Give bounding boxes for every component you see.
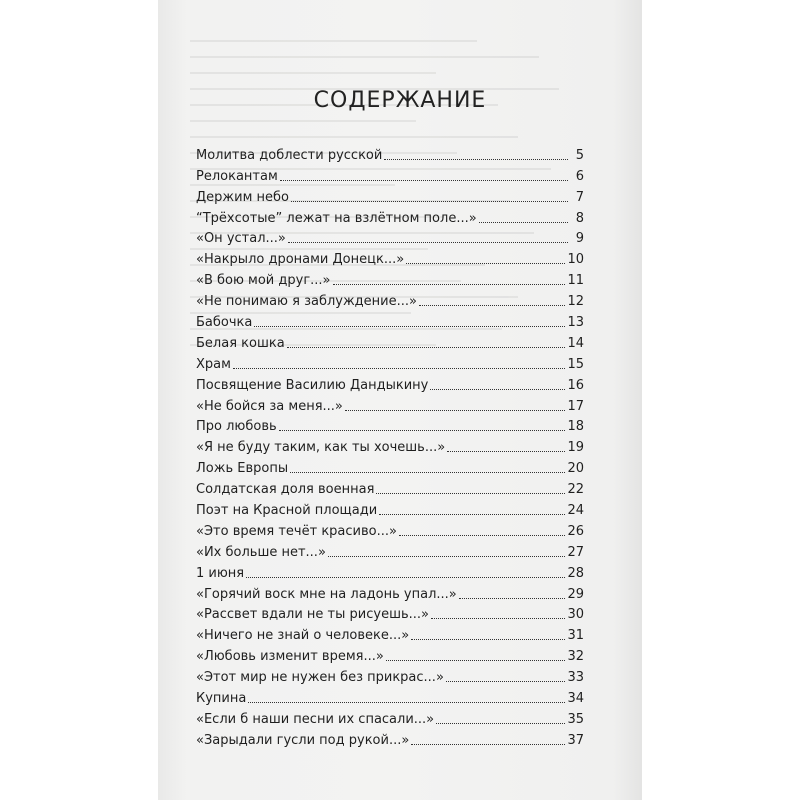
toc-entry-title: Бабочка [196, 315, 253, 331]
toc-leader-dots [288, 241, 568, 243]
toc-page-number: 8 [575, 210, 584, 226]
toc-leader-dots [254, 325, 565, 327]
toc-entry[interactable] [196, 602, 584, 623]
toc-entry[interactable] [196, 288, 584, 309]
toc-leader-dots [280, 179, 568, 181]
toc-page-number: 13 [567, 315, 584, 331]
toc-entry-title: Ложь Европы [196, 461, 289, 477]
toc-entry[interactable] [196, 142, 584, 163]
toc-entry-title: «Не понимаю я заблуждение...» [196, 294, 417, 310]
toc-entry-title: «Если б наши песни их спасали...» [196, 711, 435, 727]
toc-leader-dots [446, 680, 566, 682]
toc-entry[interactable] [196, 622, 584, 643]
toc-entry[interactable] [196, 581, 584, 602]
toc-leader-dots [246, 576, 565, 578]
toc-entry[interactable] [196, 497, 584, 518]
toc-entry[interactable] [196, 518, 584, 539]
toc-entry[interactable] [196, 226, 584, 247]
toc-leader-dots [333, 283, 566, 285]
toc-entry[interactable] [196, 706, 584, 727]
toc-entry[interactable] [196, 476, 584, 497]
toc-page-number: 32 [567, 649, 584, 665]
toc-page-number: 10 [567, 252, 584, 268]
toc-page-number: 5 [575, 147, 584, 163]
toc-entry[interactable] [196, 455, 584, 476]
toc-entry-title: «Он устал...» [196, 231, 286, 247]
toc-entry-title: «Я не буду таким, как ты хочешь...» [196, 440, 446, 456]
toc-entry[interactable] [196, 539, 584, 560]
toc-leader-dots [379, 513, 565, 515]
toc-entry-title: «Зарыдали гусли под рукой...» [196, 732, 410, 748]
toc-entry[interactable] [196, 393, 584, 414]
toc-leader-dots [291, 200, 568, 202]
toc-page-number: 11 [567, 273, 584, 289]
toc-entry-title: Купина [196, 691, 247, 707]
toc-entry-title: Держим небо [196, 189, 289, 205]
toc-entry-title: «Рассвет вдали не ты рисуешь...» [196, 607, 429, 623]
toc-leader-dots [279, 429, 566, 431]
toc-page-number: 34 [567, 691, 584, 707]
toc-page-number: 15 [567, 356, 584, 372]
toc-entry[interactable] [196, 414, 584, 435]
toc-page-number: 26 [567, 523, 584, 539]
toc-entry[interactable] [196, 664, 584, 685]
toc-page-number: 35 [567, 711, 584, 727]
toc-leader-dots [430, 388, 565, 390]
toc-entry-title: “Трёхсотые” лежат на взлётном поле...» [196, 210, 477, 226]
toc-entry-title: Молитва доблести русской [196, 147, 383, 163]
toc-entry[interactable] [196, 205, 584, 226]
toc-leader-dots [248, 701, 565, 703]
toc-leader-dots [479, 221, 568, 223]
toc-page-number: 18 [567, 419, 584, 435]
toc-leader-dots [399, 534, 566, 536]
toc-entry[interactable] [196, 434, 584, 455]
toc-page-number: 16 [567, 377, 584, 393]
toc-entry-title: Поэт на Красной площади [196, 503, 378, 519]
toc-page-number: 12 [567, 294, 584, 310]
toc-entry[interactable] [196, 727, 584, 748]
toc-page-number: 19 [567, 440, 584, 456]
toc-entry[interactable] [196, 643, 584, 664]
toc-leader-dots [287, 346, 566, 348]
toc-leader-dots [459, 597, 566, 599]
toc-entry-title: «В бою мой друг...» [196, 273, 331, 289]
toc-leader-dots [328, 555, 566, 557]
toc-entry[interactable] [196, 246, 584, 267]
toc-entry-title: Релокантам [196, 168, 278, 184]
toc-leader-dots [411, 743, 565, 745]
toc-page-number: 9 [575, 231, 584, 247]
toc-entry-title: Белая кошка [196, 335, 285, 351]
toc-entry[interactable] [196, 372, 584, 393]
toc-page-number: 20 [567, 461, 584, 477]
toc-page-number: 22 [567, 482, 584, 498]
toc-page-number: 37 [567, 732, 584, 748]
toc-leader-dots [447, 450, 565, 452]
toc-entry-title: «Их больше нет...» [196, 544, 326, 560]
toc-entry-title: Солдатская доля военная [196, 482, 375, 498]
toc-leader-dots [436, 722, 565, 724]
toc-entry-title: Про любовь [196, 419, 277, 435]
toc-page-number: 24 [567, 503, 584, 519]
toc-entry-title: «Этот мир не нужен без прикрас...» [196, 670, 444, 686]
toc-entry[interactable] [196, 330, 584, 351]
table-of-contents [196, 142, 584, 748]
toc-entry-title: «Не бойся за меня...» [196, 398, 343, 414]
toc-entry[interactable] [196, 685, 584, 706]
toc-entry-title: «Любовь изменит время...» [196, 649, 384, 665]
toc-entry-title: Храм [196, 356, 231, 372]
toc-page-number: 28 [567, 565, 584, 581]
toc-leader-dots [406, 262, 565, 264]
toc-leader-dots [419, 304, 565, 306]
toc-page-number: 17 [567, 398, 584, 414]
toc-page-number: 7 [575, 189, 584, 205]
toc-leader-dots [376, 492, 565, 494]
toc-page-number: 6 [575, 168, 584, 184]
toc-entry-title: Посвящение Василию Дандыкину [196, 377, 429, 393]
toc-leader-dots [233, 367, 566, 369]
toc-entry[interactable] [196, 163, 584, 184]
toc-leader-dots [384, 158, 568, 160]
toc-entry[interactable] [196, 560, 584, 581]
toc-leader-dots [411, 638, 565, 640]
toc-entry-title: «Это время течёт красиво...» [196, 523, 397, 539]
toc-page-number: 29 [567, 586, 584, 602]
toc-entry-title: 1 июня [196, 565, 245, 581]
toc-page-number: 14 [567, 335, 584, 351]
toc-entry-title: «Горячий воск мне на ладонь упал...» [196, 586, 457, 602]
toc-leader-dots [431, 617, 565, 619]
toc-leader-dots [345, 409, 566, 411]
toc-entry[interactable] [196, 184, 584, 205]
toc-entry-title: «Накрыло дронами Донецк...» [196, 252, 405, 268]
toc-page-number: 30 [567, 607, 584, 623]
toc-leader-dots [386, 659, 566, 661]
toc-page-number: 31 [567, 628, 584, 644]
toc-entry[interactable] [196, 351, 584, 372]
toc-leader-dots [290, 471, 565, 473]
page-title: СОДЕРЖАНИЕ [313, 88, 487, 113]
toc-entry[interactable] [196, 309, 584, 330]
toc-entry[interactable] [196, 267, 584, 288]
toc-page-number: 33 [567, 670, 584, 686]
toc-entry-title: «Ничего не знай о человеке...» [196, 628, 410, 644]
toc-page-number: 27 [567, 544, 584, 560]
